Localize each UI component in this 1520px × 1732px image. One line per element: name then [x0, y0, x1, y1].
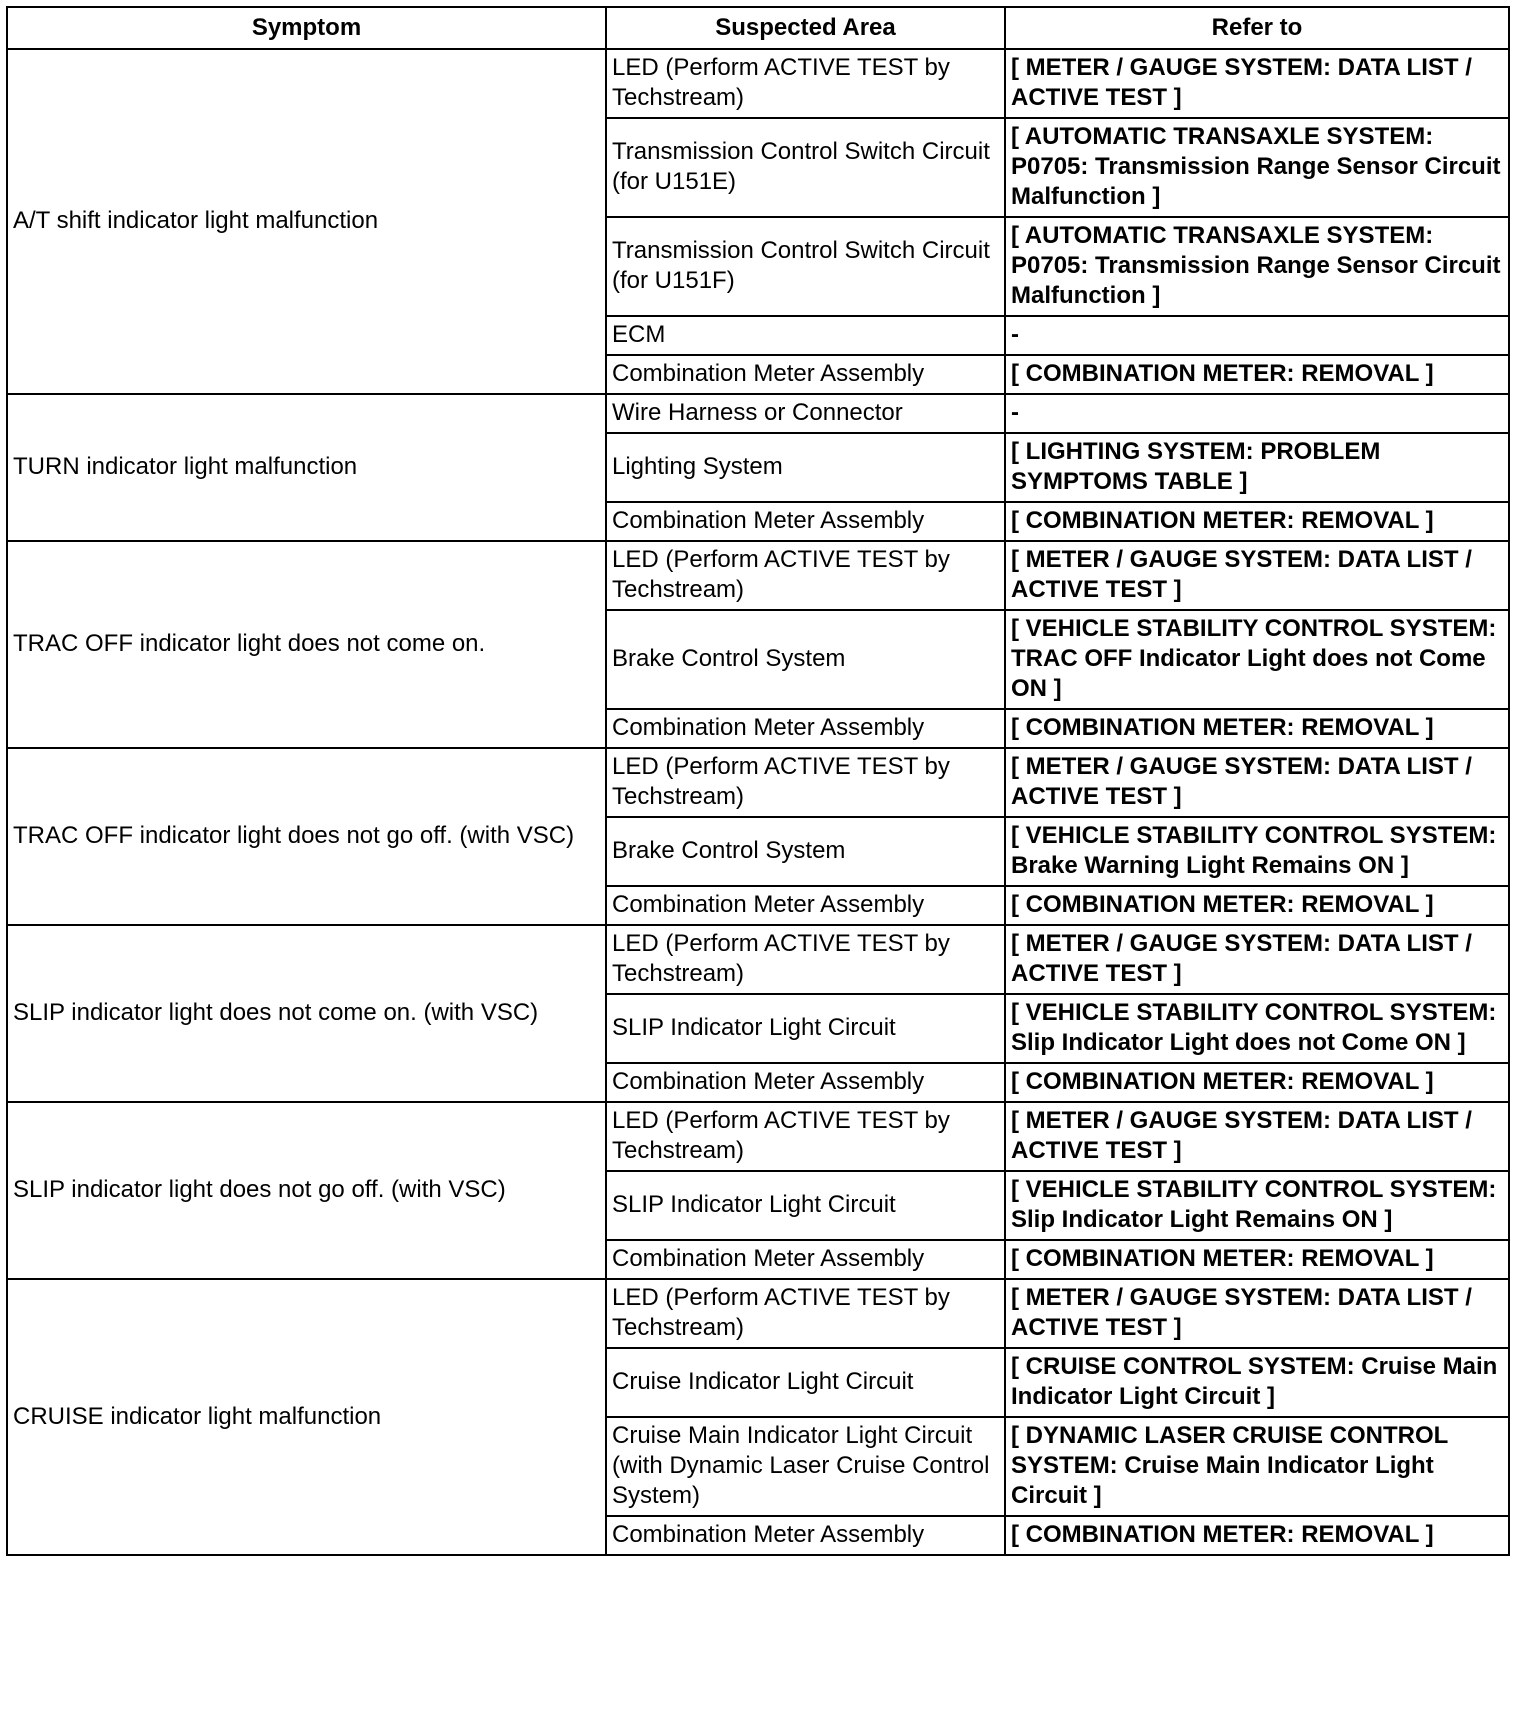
- suspected-area-cell: Combination Meter Assembly: [606, 502, 1005, 541]
- table-row: [7, 748, 1509, 817]
- table-row: [7, 541, 1509, 610]
- suspected-area-cell: Cruise Indicator Light Circuit: [606, 1348, 1005, 1417]
- suspected-area-cell: Transmission Control Switch Circuit (for U151E): [606, 118, 1005, 217]
- symptom-cell: CRUISE indicator light malfunction: [7, 1279, 606, 1555]
- refer-to-link[interactable]: [ VEHICLE STABILITY CONTROL SYSTEM: TRAC OFF Indicator Light does not Come ON ]: [1005, 610, 1509, 709]
- suspected-area-cell: LED (Perform ACTIVE TEST by Techstream): [606, 1279, 1005, 1348]
- table-row: [7, 925, 1509, 994]
- suspected-area-cell: Combination Meter Assembly: [606, 1516, 1005, 1555]
- refer-to-link[interactable]: [ COMBINATION METER: REMOVAL ]: [1005, 355, 1509, 394]
- refer-to-link[interactable]: [ METER / GAUGE SYSTEM: DATA LIST / ACTIVE TEST ]: [1005, 925, 1509, 994]
- refer-to-link[interactable]: [ COMBINATION METER: REMOVAL ]: [1005, 709, 1509, 748]
- refer-to-link[interactable]: [ VEHICLE STABILITY CONTROL SYSTEM: Brake Warning Light Remains ON ]: [1005, 817, 1509, 886]
- refer-to-link[interactable]: [ VEHICLE STABILITY CONTROL SYSTEM: Slip Indicator Light Remains ON ]: [1005, 1171, 1509, 1240]
- suspected-area-cell: Combination Meter Assembly: [606, 886, 1005, 925]
- suspected-area-cell: LED (Perform ACTIVE TEST by Techstream): [606, 541, 1005, 610]
- suspected-area-cell: LED (Perform ACTIVE TEST by Techstream): [606, 49, 1005, 118]
- table-row: [7, 394, 1509, 433]
- suspected-area-cell: LED (Perform ACTIVE TEST by Techstream): [606, 1102, 1005, 1171]
- table-row: [7, 49, 1509, 118]
- suspected-area-cell: SLIP Indicator Light Circuit: [606, 1171, 1005, 1240]
- suspected-area-cell: Cruise Main Indicator Light Circuit (with Dynamic Laser Cruise Control System): [606, 1417, 1005, 1516]
- refer-to-link[interactable]: [ AUTOMATIC TRANSAXLE SYSTEM: P0705: Transmission Range Sensor Circuit Malfunction ]: [1005, 217, 1509, 316]
- problem-symptoms-table: [6, 6, 1510, 1556]
- header-suspected-area: Suspected Area: [606, 7, 1005, 49]
- header-refer-to: Refer to: [1005, 7, 1509, 49]
- suspected-area-cell: Combination Meter Assembly: [606, 709, 1005, 748]
- refer-to-link[interactable]: [ COMBINATION METER: REMOVAL ]: [1005, 502, 1509, 541]
- symptom-cell: SLIP indicator light does not come on. (with VSC): [7, 925, 606, 1102]
- suspected-area-cell: Lighting System: [606, 433, 1005, 502]
- problem-symptoms-table-container: [6, 6, 1508, 1556]
- refer-to-link[interactable]: -: [1005, 316, 1509, 355]
- refer-to-link[interactable]: [ COMBINATION METER: REMOVAL ]: [1005, 1240, 1509, 1279]
- refer-to-link[interactable]: -: [1005, 394, 1509, 433]
- suspected-area-cell: Brake Control System: [606, 817, 1005, 886]
- table-row: [7, 1102, 1509, 1171]
- refer-to-link[interactable]: [ LIGHTING SYSTEM: PROBLEM SYMPTOMS TABLE ]: [1005, 433, 1509, 502]
- refer-to-link[interactable]: [ METER / GAUGE SYSTEM: DATA LIST / ACTIVE TEST ]: [1005, 1102, 1509, 1171]
- symptom-cell: TRAC OFF indicator light does not go off. (with VSC): [7, 748, 606, 925]
- symptom-cell: SLIP indicator light does not go off. (with VSC): [7, 1102, 606, 1279]
- suspected-area-cell: Combination Meter Assembly: [606, 1240, 1005, 1279]
- refer-to-link[interactable]: [ METER / GAUGE SYSTEM: DATA LIST / ACTIVE TEST ]: [1005, 541, 1509, 610]
- suspected-area-cell: ECM: [606, 316, 1005, 355]
- suspected-area-cell: LED (Perform ACTIVE TEST by Techstream): [606, 925, 1005, 994]
- header-symptom: Symptom: [7, 7, 606, 49]
- refer-to-link[interactable]: [ COMBINATION METER: REMOVAL ]: [1005, 1063, 1509, 1102]
- suspected-area-cell: SLIP Indicator Light Circuit: [606, 994, 1005, 1063]
- suspected-area-cell: Transmission Control Switch Circuit (for U151F): [606, 217, 1005, 316]
- refer-to-link[interactable]: [ CRUISE CONTROL SYSTEM: Cruise Main Indicator Light Circuit ]: [1005, 1348, 1509, 1417]
- suspected-area-cell: Combination Meter Assembly: [606, 355, 1005, 394]
- symptom-cell: TURN indicator light malfunction: [7, 394, 606, 541]
- refer-to-link[interactable]: [ METER / GAUGE SYSTEM: DATA LIST / ACTIVE TEST ]: [1005, 49, 1509, 118]
- suspected-area-cell: Wire Harness or Connector: [606, 394, 1005, 433]
- table-row: [7, 1279, 1509, 1348]
- suspected-area-cell: Combination Meter Assembly: [606, 1063, 1005, 1102]
- refer-to-link[interactable]: [ COMBINATION METER: REMOVAL ]: [1005, 1516, 1509, 1555]
- symptom-cell: TRAC OFF indicator light does not come on.: [7, 541, 606, 748]
- refer-to-link[interactable]: [ METER / GAUGE SYSTEM: DATA LIST / ACTIVE TEST ]: [1005, 748, 1509, 817]
- suspected-area-cell: LED (Perform ACTIVE TEST by Techstream): [606, 748, 1005, 817]
- refer-to-link[interactable]: [ AUTOMATIC TRANSAXLE SYSTEM: P0705: Transmission Range Sensor Circuit Malfunction ]: [1005, 118, 1509, 217]
- symptom-cell: A/T shift indicator light malfunction: [7, 49, 606, 394]
- table-body: [7, 49, 1509, 1555]
- refer-to-link[interactable]: [ DYNAMIC LASER CRUISE CONTROL SYSTEM: Cruise Main Indicator Light Circuit ]: [1005, 1417, 1509, 1516]
- refer-to-link[interactable]: [ METER / GAUGE SYSTEM: DATA LIST / ACTIVE TEST ]: [1005, 1279, 1509, 1348]
- refer-to-link[interactable]: [ VEHICLE STABILITY CONTROL SYSTEM: Slip Indicator Light does not Come ON ]: [1005, 994, 1509, 1063]
- suspected-area-cell: Brake Control System: [606, 610, 1005, 709]
- refer-to-link[interactable]: [ COMBINATION METER: REMOVAL ]: [1005, 886, 1509, 925]
- table-header-row: [7, 7, 1509, 49]
